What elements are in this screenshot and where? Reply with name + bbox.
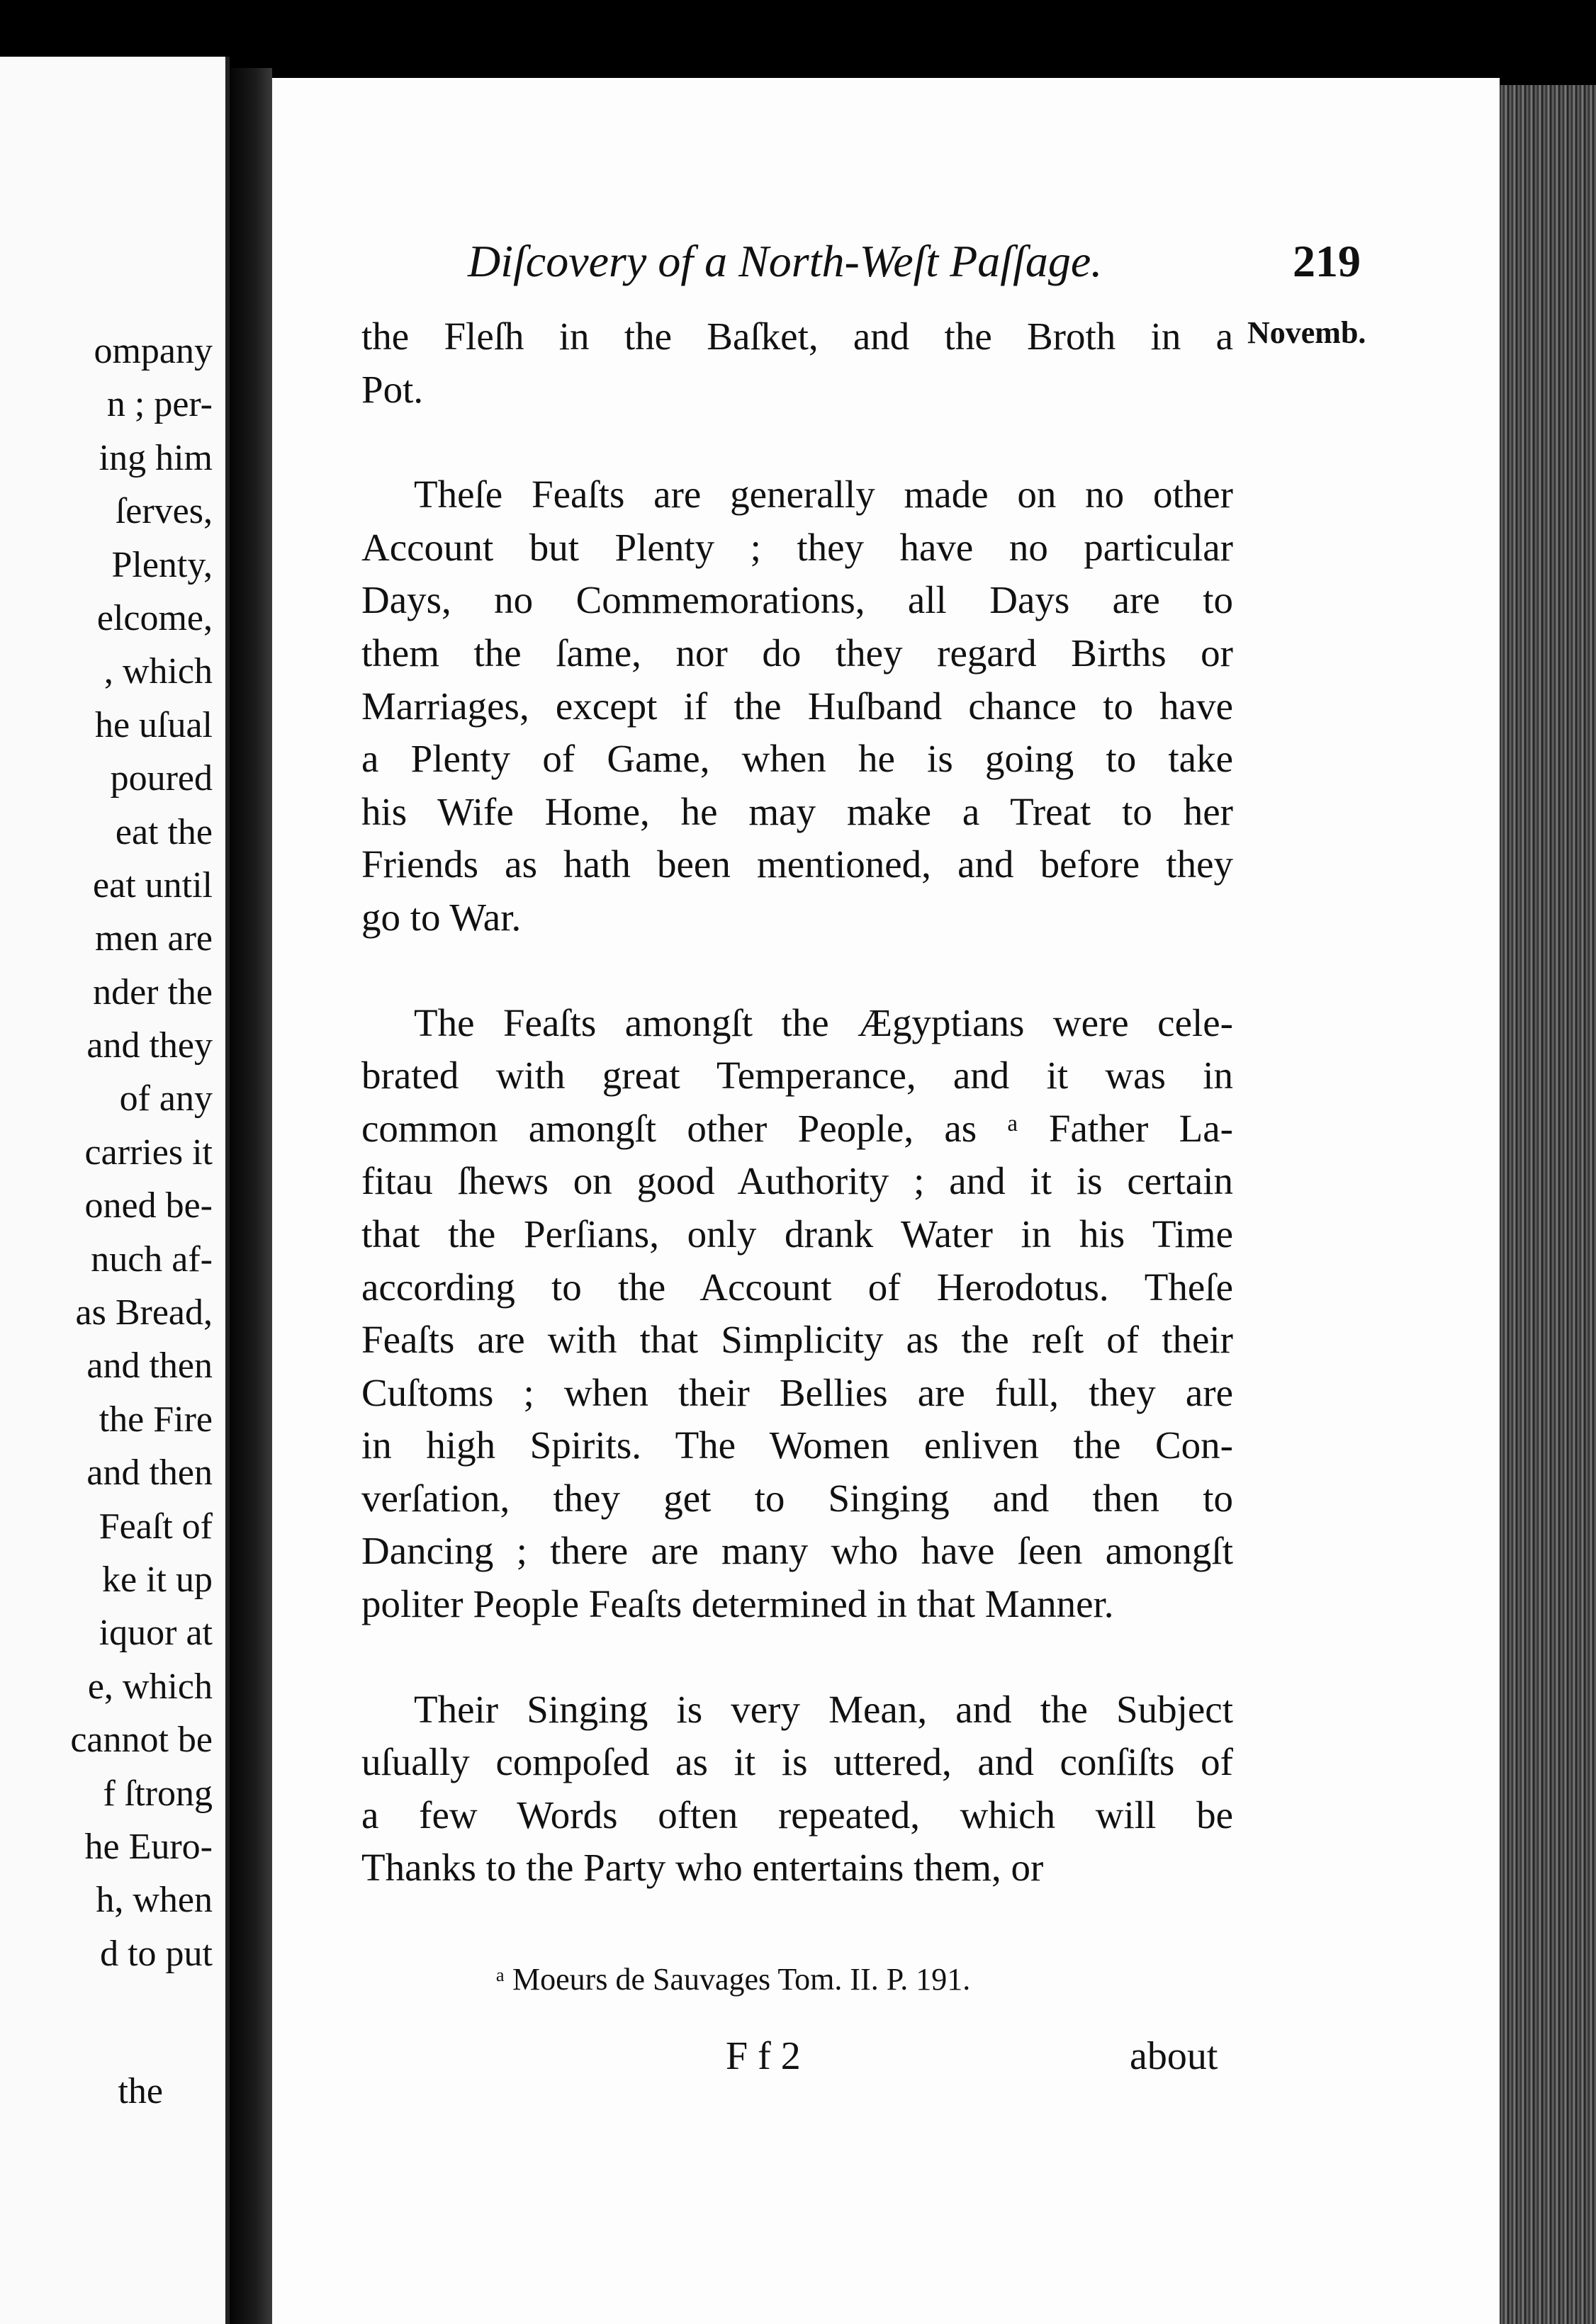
facing-page-line: n ; per-: [106, 384, 213, 425]
text-line: brated with great Temperance, and it was in: [361, 1054, 1233, 1098]
facing-page-line: ing him: [99, 437, 213, 478]
facing-page-line: and then: [86, 1452, 213, 1494]
facing-page-line: men are: [94, 918, 213, 959]
book-gutter: [230, 68, 272, 2324]
facing-page-line: as Bread,: [75, 1292, 213, 1333]
text-line: Thanks to the Party who entertains them, or: [361, 1846, 1044, 1890]
text-line: his Wife Home, he may make a Treat to her: [361, 789, 1233, 833]
facing-page-line: the Fire: [99, 1399, 213, 1440]
text-line: common amongſt other People, as ᵃ Father La-: [361, 1106, 1233, 1150]
text-line: Theſe Feaſts are generally made on no other: [414, 473, 1233, 517]
facing-page-line: Feaſt of: [99, 1506, 213, 1547]
facing-page-line: nuch af-: [91, 1239, 213, 1280]
text-line: that the Perſians, only drank Water in his Time: [361, 1212, 1233, 1256]
facing-page-line: cannot be: [70, 1720, 213, 1761]
facing-page-line: he uſual: [94, 704, 213, 745]
facing-page-line: e, which: [87, 1666, 213, 1707]
text-line: a Plenty of Game, when he is going to take: [361, 737, 1233, 781]
text-line: them the ſame, nor do they regard Births or: [361, 631, 1233, 675]
facing-page-line: , which: [103, 651, 213, 692]
text-line: in high Spirits. The Women enliven the Con-: [361, 1423, 1233, 1467]
page-edges: [1500, 85, 1596, 2324]
text-line: Feaſts are with that Simplicity as the reſt of their: [361, 1318, 1233, 1362]
facing-page-line: poured: [110, 758, 213, 799]
text-line: politer People Feaſts determined in that Manner.: [361, 1582, 1114, 1626]
facing-page-line: and then: [86, 1346, 213, 1387]
facing-page-text: [0, 325, 213, 1980]
facing-page-line: ompany: [94, 331, 213, 371]
facing-page-left: [0, 57, 230, 2324]
facing-page-catchword: the: [118, 2071, 163, 2111]
facing-page-line: elcome,: [96, 597, 213, 638]
facing-page-line: ke it up: [102, 1559, 213, 1600]
facing-page-line: of any: [119, 1078, 213, 1119]
text-line: a few Words often repeated, which will be: [361, 1793, 1233, 1837]
running-title: Diſcovery of a North-Weſt Paſſage.: [468, 236, 1103, 286]
facing-page-line: iquor at: [99, 1613, 213, 1654]
paragraph: [361, 310, 1233, 416]
facing-page-line: oned be-: [84, 1185, 213, 1226]
facing-page-line: and they: [86, 1025, 213, 1066]
text-line: uſually compoſed as it is uttered, and conſiſts of: [361, 1740, 1233, 1784]
text-line: Marriages, except if the Huſband chance to have: [361, 684, 1233, 728]
footnote: ᵃ Moeurs de Sauvages Tom. II. P. 191.: [496, 1962, 971, 1997]
text-line: Their Singing is very Mean, and the Subject: [414, 1687, 1233, 1731]
text-line: the Fleſh in the Baſket, and the Broth in a: [361, 315, 1233, 358]
facing-page-line: carries it: [84, 1132, 213, 1173]
catchword: about: [1130, 2034, 1218, 2078]
text-line: Account but Plenty ; they have no particular: [361, 525, 1233, 569]
paragraph: [361, 468, 1233, 944]
body-text: [361, 310, 1233, 1947]
signature-mark: F f 2: [726, 2034, 801, 2078]
paragraph: [361, 1683, 1233, 1895]
text-line: go to War.: [361, 895, 522, 939]
facing-page-line: d to put: [100, 1933, 213, 1974]
text-line: fitau ſhews on good Authority ; and it is certain: [361, 1159, 1233, 1203]
text-line: according to the Account of Herodotus. Theſe: [361, 1265, 1233, 1309]
paragraph: [361, 997, 1233, 1631]
facing-page-line: ſerves,: [115, 491, 213, 532]
text-line: The Feaſts amongſt the Ægyptians were cele-: [414, 1000, 1233, 1044]
page-number: 219: [1293, 236, 1361, 286]
facing-page-line: eat the: [115, 811, 213, 852]
text-line: Friends as hath been mentioned, and before they: [361, 842, 1233, 886]
text-line: Cuſtoms ; when their Bellies are full, they are: [361, 1370, 1233, 1414]
facing-page-line: he Euro-: [84, 1826, 213, 1867]
facing-page-line: Plenty,: [111, 544, 213, 585]
facing-page-line: eat until: [93, 864, 213, 906]
margin-note: Novemb.: [1247, 315, 1366, 350]
text-line: Days, no Commemorations, all Days are to: [361, 578, 1233, 622]
facing-page-line: h, when: [96, 1880, 213, 1921]
text-line: verſation, they get to Singing and then to: [361, 1476, 1233, 1520]
text-line: Pot.: [361, 367, 424, 411]
facing-page-line: nder the: [93, 971, 213, 1012]
text-line: Dancing ; there are many who have ſeen amongſt: [361, 1529, 1233, 1573]
facing-page-line: f ſtrong: [103, 1773, 213, 1814]
